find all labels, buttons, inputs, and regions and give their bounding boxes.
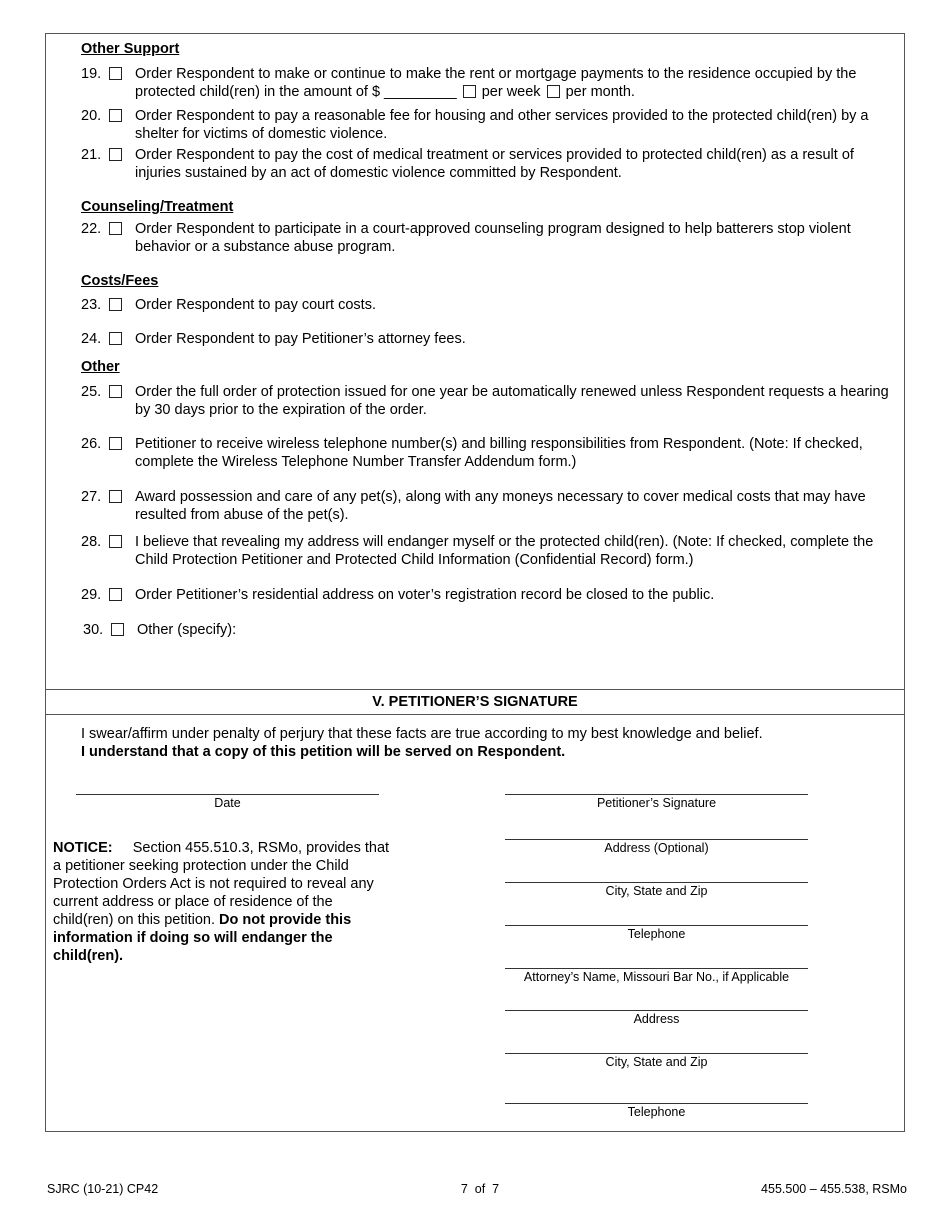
section-divider-bottom bbox=[46, 714, 904, 715]
item-26: 26. Petitioner to receive wireless telephone number(s) and billing responsibilities from Respondent. (Note: If checked, complete the Wireless Telephone Number Transfer Addendum form.) bbox=[81, 436, 863, 470]
attorney-telephone-label: Telephone bbox=[627, 1105, 686, 1119]
footer-form-id: SJRC (10-21) CP42 bbox=[47, 1182, 159, 1196]
item-19: 19. Order Respondent to make or continue to make the rent or mortgage payments to the residence occupied by the protected child(ren) in the amount of $ _________ per week per month. bbox=[81, 66, 857, 100]
attorney-city-line[interactable] bbox=[505, 1053, 808, 1054]
city-state-zip-line[interactable] bbox=[505, 882, 808, 883]
form-frame bbox=[45, 33, 905, 1132]
checkbox-21[interactable] bbox=[109, 148, 122, 161]
checkbox-23[interactable] bbox=[109, 298, 122, 311]
petitioner-signature-line[interactable] bbox=[505, 794, 808, 795]
checkbox-22[interactable] bbox=[109, 222, 122, 235]
section-heading-counseling: Counseling/Treatment bbox=[81, 199, 234, 215]
item-29: 29. Order Petitioner’s residential address on voter’s registration record be closed to the public. bbox=[81, 587, 715, 603]
item-22: 22. Order Respondent to participate in a court-approved counseling program designed to help batterers stop violent behavior or a substance abuse program. bbox=[81, 221, 851, 255]
checkbox-25[interactable] bbox=[109, 385, 122, 398]
telephone-label: Telephone bbox=[627, 927, 686, 941]
attorney-label: Attorney’s Name, Missouri Bar No., if Applicable bbox=[523, 970, 790, 984]
address-optional-line[interactable] bbox=[505, 839, 808, 840]
city-state-zip-label: City, State and Zip bbox=[605, 884, 708, 898]
swear-statement: I swear/affirm under penalty of perjury that these facts are true according to my best knowledge and belief. I understand that a copy of this petition will be served on Respondent. bbox=[81, 726, 763, 760]
attorney-address-line[interactable] bbox=[505, 1010, 808, 1011]
item-25: 25. Order the full order of protection issued for one year be automatically renewed unless Respondent requests a hearing by 30 days prior to the expiration of the order. bbox=[81, 384, 889, 418]
section-heading-other: Other bbox=[81, 359, 120, 375]
checkbox-30[interactable] bbox=[111, 623, 124, 636]
signature-section-title: V. PETITIONER’S SIGNATURE bbox=[372, 694, 578, 710]
item-21: 21. Order Respondent to pay the cost of medical treatment or services provided to protected child(ren) as a result of injuries sustained by an act of domestic violence committed by Respondent. bbox=[81, 147, 854, 181]
address-optional-label: Address (Optional) bbox=[604, 841, 709, 855]
section-heading-costs: Costs/Fees bbox=[81, 273, 159, 289]
item-28: 28. I believe that revealing my address will endanger myself or the protected child(ren). (Note: If checked, complete the Child Protection Petitioner and Protected Child Information (Confidential Record) form.) bbox=[81, 534, 874, 568]
item-23: 23. Order Respondent to pay court costs. bbox=[81, 297, 376, 313]
petitioner-signature-label: Petitioner’s Signature bbox=[596, 796, 717, 810]
item-20: 20. Order Respondent to pay a reasonable fee for housing and other services provided to the protected child(ren) by a shelter for victims of domestic violence. bbox=[81, 108, 869, 142]
section-heading-other-support: Other Support bbox=[81, 41, 180, 57]
checkbox-19[interactable] bbox=[109, 67, 122, 80]
checkbox-27[interactable] bbox=[109, 490, 122, 503]
date-line[interactable] bbox=[76, 794, 379, 795]
item-24: 24. Order Respondent to pay Petitioner’s attorney fees. bbox=[81, 331, 466, 347]
checkbox-28[interactable] bbox=[109, 535, 122, 548]
item-27: 27. Award possession and care of any pet(s), along with any moneys necessary to cover medical costs that may have resulted from abuse of the pet(s). bbox=[81, 489, 866, 523]
item-30: 30. Other (specify): bbox=[83, 622, 237, 638]
checkbox-20[interactable] bbox=[109, 109, 122, 122]
telephone-line[interactable] bbox=[505, 925, 808, 926]
attorney-telephone-line[interactable] bbox=[505, 1103, 808, 1104]
notice-block: NOTICE: Section 455.510.3, RSMo, provides that a petitioner seeking protection under the Child Protection Orders Act is not required to reveal any current address or place of residence of the child(ren) on this petition. Do not provide this information if doing so will endanger the child(ren). bbox=[53, 840, 390, 964]
checkbox-per-month[interactable] bbox=[547, 85, 560, 98]
checkbox-per-week[interactable] bbox=[463, 85, 476, 98]
footer-page-number: 7 of 7 bbox=[460, 1182, 500, 1196]
section-divider-top bbox=[46, 689, 904, 690]
attorney-address-label: Address bbox=[633, 1012, 680, 1026]
footer-statute: 455.500 – 455.538, RSMo bbox=[761, 1182, 907, 1196]
attorney-line[interactable] bbox=[505, 968, 808, 969]
checkbox-24[interactable] bbox=[109, 332, 122, 345]
attorney-city-label: City, State and Zip bbox=[605, 1055, 708, 1069]
checkbox-29[interactable] bbox=[109, 588, 122, 601]
date-label: Date bbox=[214, 796, 241, 810]
checkbox-26[interactable] bbox=[109, 437, 122, 450]
